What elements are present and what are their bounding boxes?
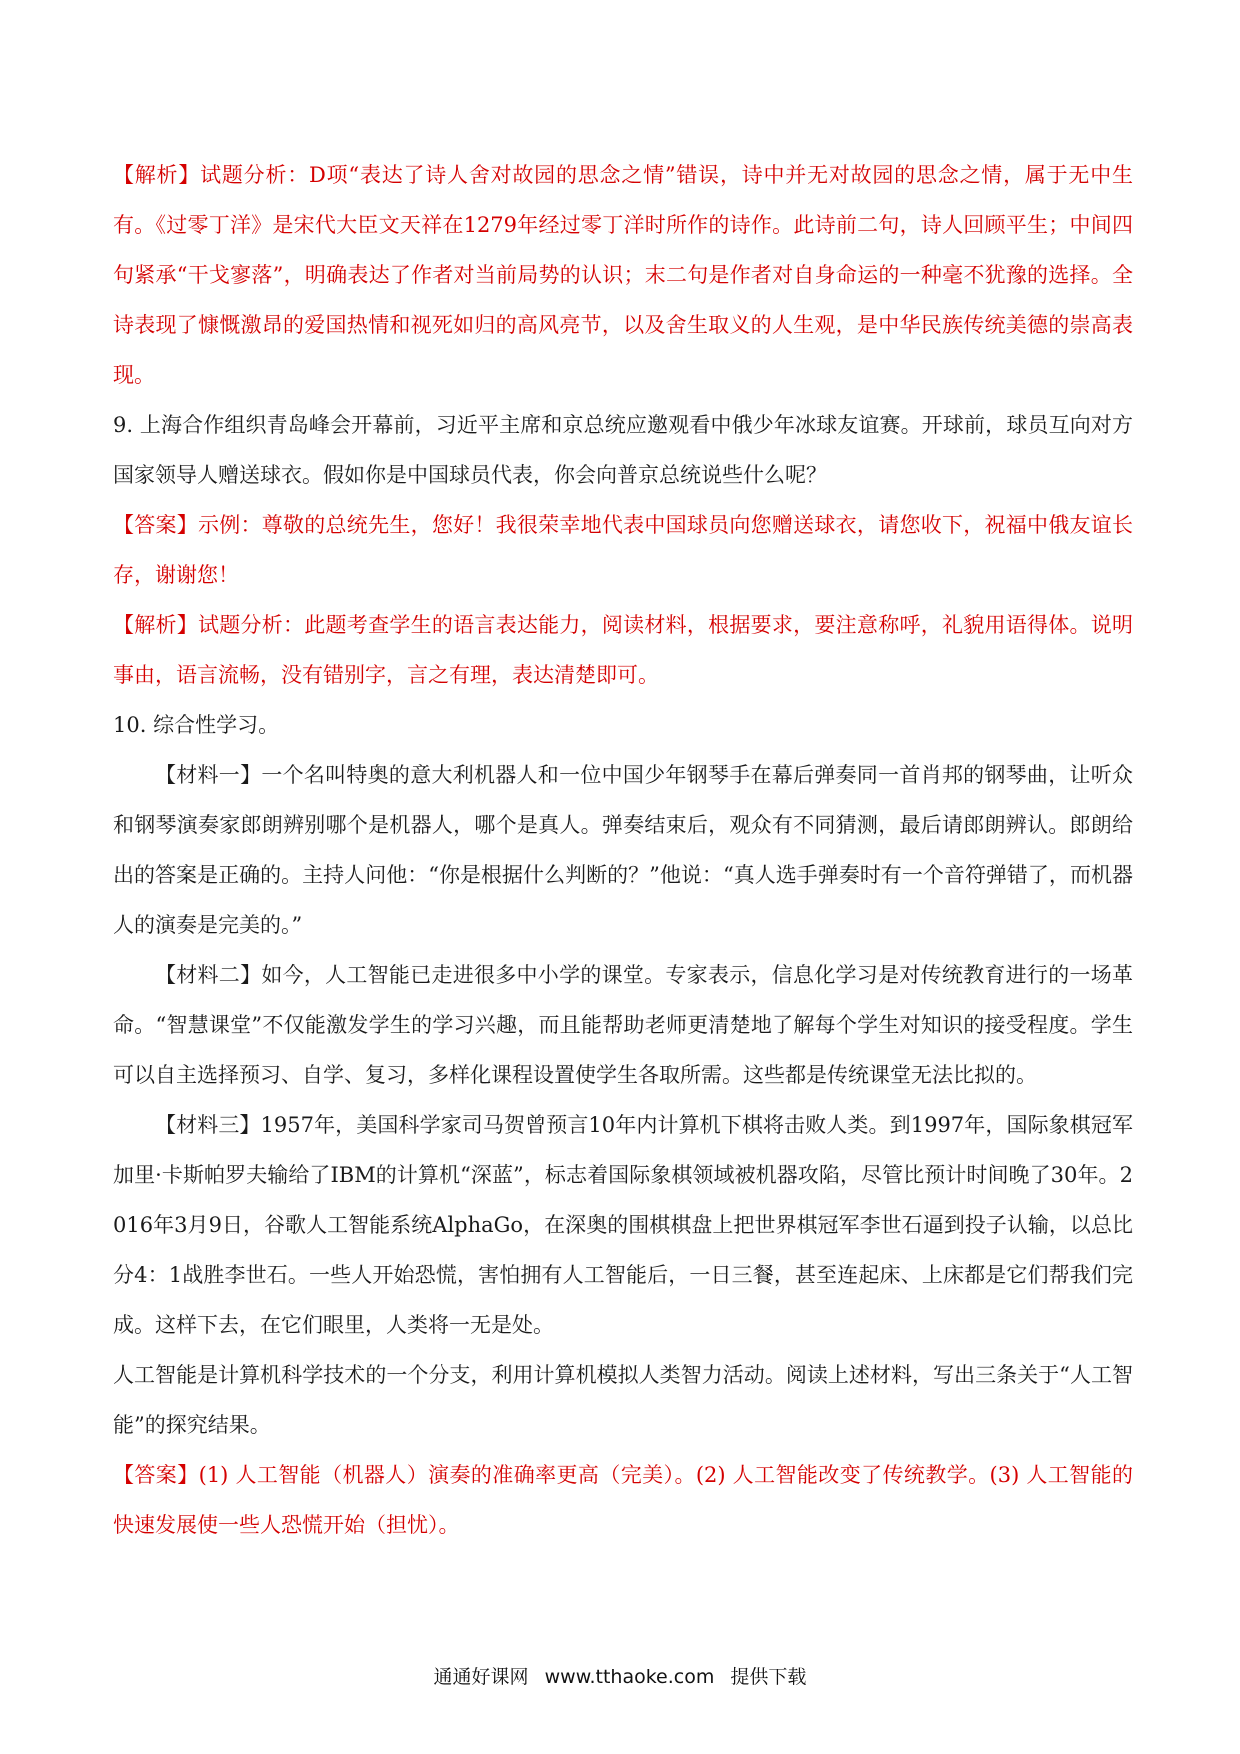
material-one: 【材料一】一个名叫特奥的意大利机器人和一位中国少年钢琴手在幕后弹奏同一首肖邦的钢琴曲，让听众和钢琴演奏家郎朗辨别哪个是机器人，哪个是真人。弹奏结束后，观众有不同猜测，最后请郎朗辨认。郎朗给出的答案是正确的。主持人问他：“你是根据什么判断的？”他说：“真人选手弹奏时有一个音符弹错了，而机器人的演奏是完美的。”	[113, 763, 1133, 937]
page-footer	[0, 1662, 1240, 1689]
question-10: 10. 综合性学习。	[113, 713, 280, 737]
question-10-prompt: 人工智能是计算机科学技术的一个分支，利用计算机模拟人类智力活动。阅读上述材料，写出三条关于“人工智能”的探究结果。	[113, 1363, 1133, 1437]
material-two: 【材料二】如今，人工智能已走进很多中小学的课堂。专家表示，信息化学习是对传统教育进行的一场革命。“智慧课堂”不仅能激发学生的学习兴趣，而且能帮助老师更清楚地了解每个学生对知识的接受程度。学生可以自主选择预习、自学、复习，多样化课程设置使学生各取所需。这些都是传统课堂无法比拟的。	[113, 963, 1133, 1087]
analysis-question-9: 【解析】试题分析：此题考查学生的语言表达能力，阅读材料，根据要求，要注意称呼，礼貌用语得体。说明事由，语言流畅，没有错别字，言之有理，表达清楚即可。	[113, 613, 1133, 687]
footer-site-name: 通通好课网	[433, 1666, 529, 1688]
material-three: 【材料三】1957年，美国科学家司马贺曾预言10年内计算机下棋将击败人类。到1997年，国际象棋冠军加里·卡斯帕罗夫输给了IBM的计算机“深蓝”，标志着国际象棋领域被机器攻陷，尽管比预计时间晚了30年。2016年3月9日，谷歌人工智能系统AlphaGo，在深奥的围棋棋盘上把世界棋冠军李世石逼到投子认输，以总比分4：1战胜李世石。一些人开始恐慌，害怕拥有人工智能后，一日三餐，甚至连起床、上床都是它们帮我们完成。这样下去，在它们眼里，人类将一无是处。	[113, 1113, 1133, 1337]
question-9: 9. 上海合作组织青岛峰会开幕前，习近平主席和京总统应邀观看中俄少年冰球友谊赛。开球前，球员互向对方国家领导人赠送球衣。假如你是中国球员代表，你会向普京总统说些什么呢？	[113, 413, 1133, 487]
analysis-question-8: 【解析】试题分析：D项“表达了诗人舍对故园的思念之情”错误，诗中并无对故园的思念之情，属于无中生有。《过零丁洋》是宋代大臣文天祥在1279年经过零丁洋时所作的诗作。此诗前二句，诗人回顾平生；中间四句紧承“干戈寥落”，明确表达了作者对当前局势的认识；末二句是作者对自身命运的一种毫不犹豫的选择。全诗表现了慷慨激昂的爱国热情和视死如归的高风亮节，以及舍生取义的人生观，是中华民族传统美德的崇高表现。	[113, 163, 1133, 387]
footer-note: 提供下载	[730, 1666, 807, 1688]
document-body	[113, 150, 1133, 1550]
answer-question-10: 【答案】(1) 人工智能（机器人）演奏的准确率更高（完美）。(2) 人工智能改变了传统教学。(3) 人工智能的快速发展使一些人恐慌开始（担忧）。	[113, 1463, 1133, 1537]
answer-question-9: 【答案】示例：尊敬的总统先生，您好！我很荣幸地代表中国球员向您赠送球衣，请您收下，祝福中俄友谊长存，谢谢您！	[113, 513, 1133, 587]
footer-url-link[interactable]: www.tthaoke.com	[544, 1666, 715, 1688]
